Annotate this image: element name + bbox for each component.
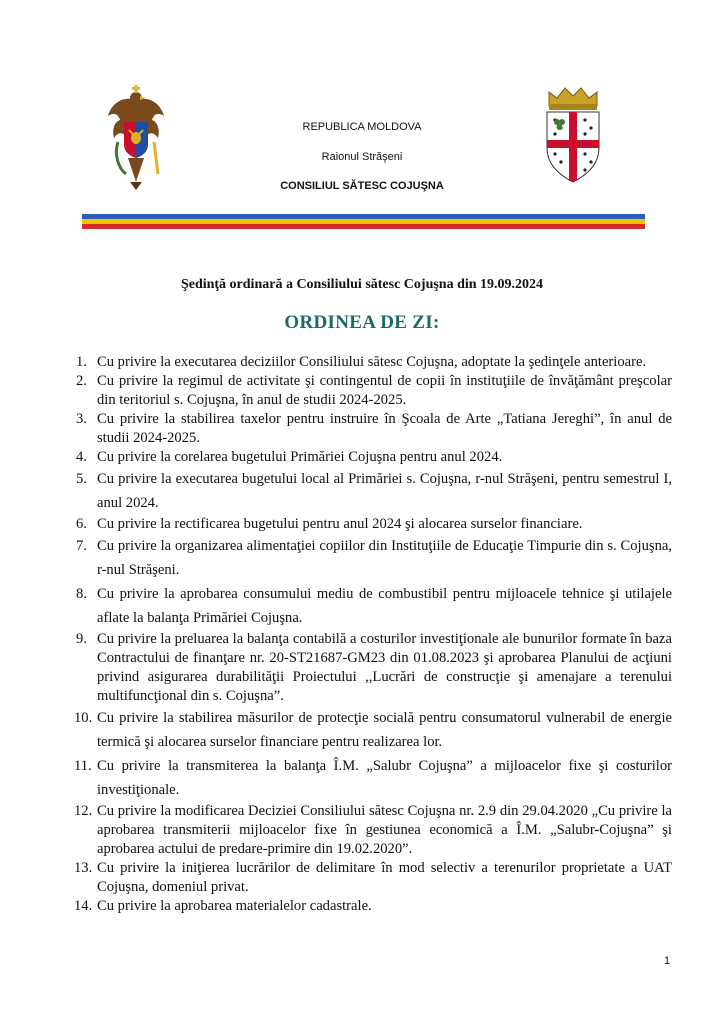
agenda-item-8: 8. Cu privire la aprobarea consumului mediu de combustibil pentru mijloacele tehnice şi utilajele aflate la balanţa Primăriei Cojuşna. xyxy=(76,586,672,626)
agenda-item-9: 9. Cu privire la preluarea la balanţa contabilă a costurilor investiţionale ale bunurilor formate în baza Contractului de finanţare nr. 20-ST21687-GM23 din 01.08.2023 şi aprobarea Planului de acţiuni privind asigurarea durabilităţii Proiectului ,,Lucrări de construcţie şi amenajare a terenului multifuncţional din s. Cojuşna”. xyxy=(76,631,672,704)
agenda-item-6: 6. Cu privire la rectificarea bugetului pentru anul 2024 şi alocarea surselor financiare. xyxy=(76,516,583,532)
agenda-item-11: 11. Cu privire la transmiterea la balanţa Î.M. „Salubr Cojuşna” a mijloacelor fixe şi costurilor investiţionale. xyxy=(74,758,672,798)
agenda-item-7: 7. Cu privire la organizarea alimentaţiei copiilor din Instituţiile de Educaţie Timpurie din s. Cojuşna, r-nul Străşeni. xyxy=(76,538,672,578)
agenda-item-10: 10. Cu privire la stabilirea măsurilor de protecţie socială pentru consumatorul vulnerabil de energie termică şi alocarea surselor financiare pentru realizarea lor. xyxy=(74,710,672,750)
agenda-item-12: 12. Cu privire la modificarea Deciziei Consiliului sătesc Cojuşna nr. 2.9 din 29.04.2020 „Cu privire la aprobarea transmiterii mijloacelor fixe în gestiunea economică a Î.M. „Salubr-Cojuşna” şi aprobarea actului de predare-primire din 19.02.2020”. xyxy=(74,803,672,857)
agenda-item-1: 1. Cu privire la executarea deciziilor Consiliului sătesc Cojuşna, adoptate la şedinţele anterioare. xyxy=(76,354,647,370)
cojusna-coat-of-arms-icon xyxy=(541,86,605,184)
district-name: Raionul Străşeni xyxy=(321,151,403,163)
country-name: REPUBLICA MOLDOVA xyxy=(302,121,422,133)
council-name: CONSILIUL SĂTESC COJUŞNA xyxy=(280,180,444,192)
agenda-item-13: 13. Cu privire la iniţierea lucrărilor de delimitare în mod selectiv a terenurilor proprietate a UAT Cojuşna, domeniul privat. xyxy=(74,860,672,895)
agenda-item-14: 14. Cu privire la aprobarea materialelor cadastrale. xyxy=(74,898,372,914)
page-number: 1 xyxy=(664,955,671,967)
agenda-item-4: 4. Cu privire la corelarea bugetului Primăriei Cojuşna pentru anul 2024. xyxy=(76,449,503,465)
agenda-title: ORDINEA DE ZI: xyxy=(284,312,440,333)
letterhead xyxy=(0,0,724,240)
moldova-coat-of-arms-icon xyxy=(104,82,168,192)
agenda-item-2: 2. Cu privire la regimul de activitate şi contingentul de copii în instituţiile de învăţământ preşcolar din teritoriul s. Cojuşna, în anul de studii 2024-2025. xyxy=(76,373,672,408)
agenda-item-3: 3. Cu privire la stabilirea taxelor pentru instruire în Şcoala de Arte „Tatiana Jereghi”, în anul de studii 2024-2025. xyxy=(76,411,672,446)
agenda-list xyxy=(76,353,672,916)
agenda-item-5: 5. Cu privire la executarea bugetului local al Primăriei s. Cojuşna, r-nul Străşeni, pentru semestrul I, anul 2024. xyxy=(76,471,672,511)
flag-stripe-red xyxy=(82,224,645,229)
meeting-title: Şedinţă ordinară a Consiliului sătesc Cojuşna din 19.09.2024 xyxy=(180,277,544,292)
